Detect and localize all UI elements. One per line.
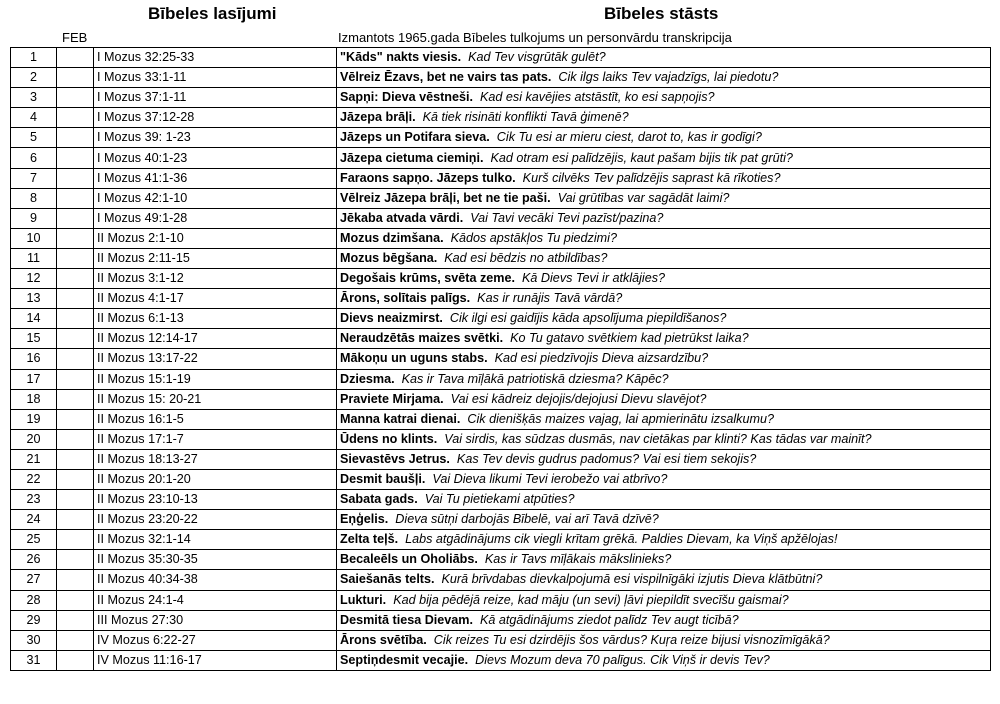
table-row [11,449,991,469]
day-number: 22 [11,469,57,489]
bible-reading: II Mozus 23:10-13 [94,490,337,510]
day-number: 20 [11,429,57,449]
table-row [11,550,991,570]
bible-reading: I Mozus 42:1-10 [94,188,337,208]
empty-cell [57,269,94,289]
story-title: Mākoņu un uguns stabs. [340,351,488,366]
day-number: 18 [11,389,57,409]
bible-story [337,88,991,108]
bible-story [337,108,991,128]
table-row [11,610,991,630]
bible-reading: II Mozus 15:1-19 [94,369,337,389]
bible-reading: II Mozus 2:1-10 [94,228,337,248]
story-question: Kā Dievs Tevi ir atklājies? [522,271,666,286]
story-title: Jāzeps un Potifara sieva. [340,130,490,145]
table-row [11,469,991,489]
day-number: 3 [11,88,57,108]
story-title: Dziesma. [340,371,395,386]
story-question: Kad esi kavējies atstāstīt, ko esi sapņojis? [480,90,715,105]
table-row [11,329,991,349]
table-row [11,168,991,188]
story-question: Vai Tu pietiekami atpūties? [424,492,575,507]
story-question: Kā tiek risināti konflikti Tavā ģimenē? [422,110,629,125]
story-question: Cik ilgi esi gaidījis kāda apsolījuma piepildīšanos? [449,311,727,326]
story-title: Degošais krūms, svēta zeme. [340,271,516,286]
empty-cell [57,630,94,650]
story-title: Ārons, solītais palīgs. [340,291,471,306]
day-number: 24 [11,510,57,530]
table-row [11,48,991,68]
bible-reading: II Mozus 12:14-17 [94,329,337,349]
day-number: 7 [11,168,57,188]
day-number: 31 [11,650,57,670]
bible-reading: I Mozus 49:1-28 [94,208,337,228]
story-title: Ārons svētība. [340,632,427,647]
story-question: Kad otram esi palīdzējis, kaut pašam bijis tik pat grūti? [490,150,793,165]
story-question: Cik reizes Tu esi dzirdējis šos vārdus? Kuŗa reize bijusi visnozīmīgākā? [433,632,830,647]
empty-cell [57,369,94,389]
day-number: 19 [11,409,57,429]
day-number: 5 [11,128,57,148]
bible-reading: II Mozus 23:20-22 [94,510,337,530]
table-row [11,570,991,590]
bible-reading: II Mozus 18:13-27 [94,449,337,469]
bible-reading: II Mozus 6:1-13 [94,309,337,329]
story-title: Saiešanās telts. [340,572,435,587]
table-row [11,349,991,369]
bible-reading: I Mozus 33:1-11 [94,68,337,88]
empty-cell [57,389,94,409]
story-question: Kurš cilvēks Tev palīdzējis saprast kā rīkoties? [522,170,781,185]
story-question: Kurā brīvdabas dievkalpojumā esi vispilnīgāki izjutis Dieva klātbūtni? [441,572,823,587]
story-title: Mozus bēgšana. [340,250,438,265]
story-question: Vai esi kādreiz dejojis/dejojusi Dievu slavējot? [450,391,707,406]
table-row [11,409,991,429]
table-row [11,228,991,248]
story-title: Jāzepa cietuma ciemiņi. [340,150,484,165]
story-title: Vēlreiz Jāzepa brāļi, bet ne tie paši. [340,190,551,205]
bible-reading: III Mozus 27:30 [94,610,337,630]
bible-story [337,269,991,289]
table-row [11,269,991,289]
day-number: 2 [11,68,57,88]
table-row [11,590,991,610]
bible-story [337,68,991,88]
day-number: 4 [11,108,57,128]
bible-reading: II Mozus 13:17-22 [94,349,337,369]
empty-cell [57,128,94,148]
day-number: 28 [11,590,57,610]
bible-reading: II Mozus 16:1-5 [94,409,337,429]
empty-cell [57,650,94,670]
day-number: 13 [11,289,57,309]
bible-reading: IV Mozus 11:16-17 [94,650,337,670]
bible-reading: I Mozus 37:12-28 [94,108,337,128]
empty-cell [57,309,94,329]
story-question: Vai Dieva likumi Tevi ierobežo vai atbrīvo? [432,472,668,487]
bible-story [337,429,991,449]
story-question: Vai sirdis, kas sūdzas dusmās, nav cietākas par klinti? Kas tādas var mainīt? [444,431,872,446]
table-row [11,309,991,329]
empty-cell [57,228,94,248]
bible-story [337,188,991,208]
bible-story [337,510,991,530]
bible-story [337,469,991,489]
story-question: Kad esi piedzīvojis Dieva aizsardzību? [494,351,709,366]
bible-reading: II Mozus 4:1-17 [94,289,337,309]
story-title: Becaleēls un Oholiābs. [340,552,478,567]
empty-cell [57,449,94,469]
story-question: Cik Tu esi ar mieru ciest, darot to, kas ir godīgi? [496,130,762,145]
table-row [11,248,991,268]
story-question: Kā atgādinājums ziedot palīdz Tev augt ticībā? [480,612,739,627]
story-question: Kas ir runājis Tavā vārdā? [477,291,623,306]
bible-reading: II Mozus 2:11-15 [94,248,337,268]
bible-story [337,650,991,670]
story-question: Vai grūtības var sagādāt laimi? [557,190,730,205]
bible-story [337,329,991,349]
bible-story [337,289,991,309]
bible-story [337,148,991,168]
story-title: Sapņi: Dieva vēstneši. [340,90,473,105]
story-title: Zelta teļš. [340,532,399,547]
story-question: Kas ir Tavs mīļākais mākslinieks? [484,552,672,567]
story-question: Kādos apstākļos Tu piedzimi? [450,230,617,245]
translation-note: Izmantots 1965.gada Bībeles tulkojums un personvārdu transkripcija [338,30,732,45]
bible-reading: II Mozus 32:1-14 [94,530,337,550]
story-question: Dieva sūtņi darbojās Bībelē, vai arī Tavā dzīvē? [395,512,659,527]
bible-story [337,570,991,590]
bible-reading: II Mozus 17:1-7 [94,429,337,449]
bible-story [337,389,991,409]
bible-story [337,208,991,228]
empty-cell [57,108,94,128]
table-row [11,289,991,309]
bible-reading: I Mozus 41:1-36 [94,168,337,188]
table-row [11,389,991,409]
story-title: Desmit baušļi. [340,472,426,487]
day-number: 11 [11,248,57,268]
story-question: Vai Tavi vecāki Tevi pazīst/pazina? [470,210,664,225]
bible-reading: I Mozus 40:1-23 [94,148,337,168]
table-row [11,108,991,128]
story-question: Kad bija pēdējā reize, kad māju (un sevi) ļāvi piepildīt svecīšu gaismai? [393,592,789,607]
day-number: 9 [11,208,57,228]
day-number: 17 [11,369,57,389]
bible-story [337,349,991,369]
table-body [11,48,991,671]
empty-cell [57,208,94,228]
story-title: Vēlreiz Ēzavs, bet ne vairs tas pats. [340,70,552,85]
story-title: Praviete Mirjama. [340,391,444,406]
bible-story [337,48,991,68]
bible-story [337,228,991,248]
bible-story [337,309,991,329]
table-row [11,510,991,530]
table-row [11,88,991,108]
empty-cell [57,68,94,88]
story-question: Ko Tu gatavo svētkiem kad pietrūkst laika? [510,331,749,346]
bible-story [337,530,991,550]
table-row [11,490,991,510]
story-title: Desmitā tiesa Dievam. [340,612,474,627]
table-row [11,208,991,228]
bible-story [337,630,991,650]
day-number: 25 [11,530,57,550]
bible-story [337,449,991,469]
empty-cell [57,329,94,349]
story-question: Dievs Mozum deva 70 palīgus. Cik Viņš ir devis Tev? [475,652,770,667]
bible-story [337,490,991,510]
table-row [11,630,991,650]
story-title: Bībeles stāsts [604,4,719,23]
empty-cell [57,570,94,590]
story-title: "Kāds" nakts viesis. [340,50,462,65]
empty-cell [57,469,94,489]
story-title: Neraudzētās maizes svētki. [340,331,504,346]
story-title: Jēkaba atvada vārdi. [340,210,464,225]
day-number: 30 [11,630,57,650]
table-row [11,650,991,670]
story-title: Mozus dzimšana. [340,230,444,245]
empty-cell [57,188,94,208]
table-row [11,128,991,148]
day-number: 12 [11,269,57,289]
table-row [11,429,991,449]
bible-reading: I Mozus 39: 1-23 [94,128,337,148]
story-title: Sievastēvs Jetrus. [340,451,450,466]
story-question: Kad esi bēdzis no atbildības? [444,250,608,265]
table-row [11,369,991,389]
story-title: Faraons sapņo. Jāzeps tulko. [340,170,516,185]
bible-story [337,369,991,389]
story-title: Eņģelis. [340,512,389,527]
day-number: 26 [11,550,57,570]
story-question: Cik ilgs laiks Tev vajadzīgs, lai piedotu? [558,70,779,85]
story-question: Kas Tev devis gudrus padomus? Vai esi tiem sekojis? [456,451,757,466]
day-number: 10 [11,228,57,248]
bible-story [337,409,991,429]
bible-reading: II Mozus 20:1-20 [94,469,337,489]
story-title: Ūdens no klints. [340,431,438,446]
bible-reading: II Mozus 24:1-4 [94,590,337,610]
empty-cell [57,248,94,268]
story-question: Labs atgādinājums cik viegli krītam grēkā. Paldies Dievam, ka Viņš apžēlojas! [405,532,838,547]
empty-cell [57,289,94,309]
day-number: 6 [11,148,57,168]
day-number: 23 [11,490,57,510]
empty-cell [57,429,94,449]
bible-story [337,590,991,610]
table-row [11,68,991,88]
bible-story [337,168,991,188]
story-title: Dievs neaizmirst. [340,311,443,326]
empty-cell [57,168,94,188]
bible-story [337,128,991,148]
month-label: FEB [62,30,88,45]
empty-cell [57,490,94,510]
story-question: Cik dienišķās maizes vajag, lai apmierinātu izsalkumu? [467,411,774,426]
bible-reading: II Mozus 15: 20-21 [94,389,337,409]
bible-reading: II Mozus 35:30-35 [94,550,337,570]
bible-reading: I Mozus 32:25-33 [94,48,337,68]
story-question: Kas ir Tava mīļākā patriotiskā dziesma? Kāpēc? [401,371,669,386]
bible-reading: I Mozus 37:1-11 [94,88,337,108]
empty-cell [57,610,94,630]
bible-story [337,550,991,570]
empty-cell [57,88,94,108]
empty-cell [57,148,94,168]
day-number: 8 [11,188,57,208]
day-number: 29 [11,610,57,630]
empty-cell [57,590,94,610]
empty-cell [57,48,94,68]
day-number: 27 [11,570,57,590]
story-title: Manna katrai dienai. [340,411,461,426]
bible-reading: II Mozus 3:1-12 [94,269,337,289]
story-question: Kad Tev visgrūtāk gulēt? [468,50,606,65]
day-number: 1 [11,48,57,68]
story-title: Jāzepa brāļi. [340,110,416,125]
day-number: 16 [11,349,57,369]
table-row [11,530,991,550]
bible-story [337,610,991,630]
story-title: Septiņdesmit vecajie. [340,652,469,667]
day-number: 14 [11,309,57,329]
empty-cell [57,409,94,429]
table-row [11,188,991,208]
bible-story [337,248,991,268]
story-title: Sabata gads. [340,492,418,507]
reading-plan-table [10,47,991,671]
bible-reading: IV Mozus 6:22-27 [94,630,337,650]
empty-cell [57,349,94,369]
empty-cell [57,530,94,550]
day-number: 21 [11,449,57,469]
readings-title: Bībeles lasījumi [148,4,277,23]
day-number: 15 [11,329,57,349]
empty-cell [57,510,94,530]
empty-cell [57,550,94,570]
bible-reading: II Mozus 40:34-38 [94,570,337,590]
table-row [11,148,991,168]
story-title: Lukturi. [340,592,387,607]
